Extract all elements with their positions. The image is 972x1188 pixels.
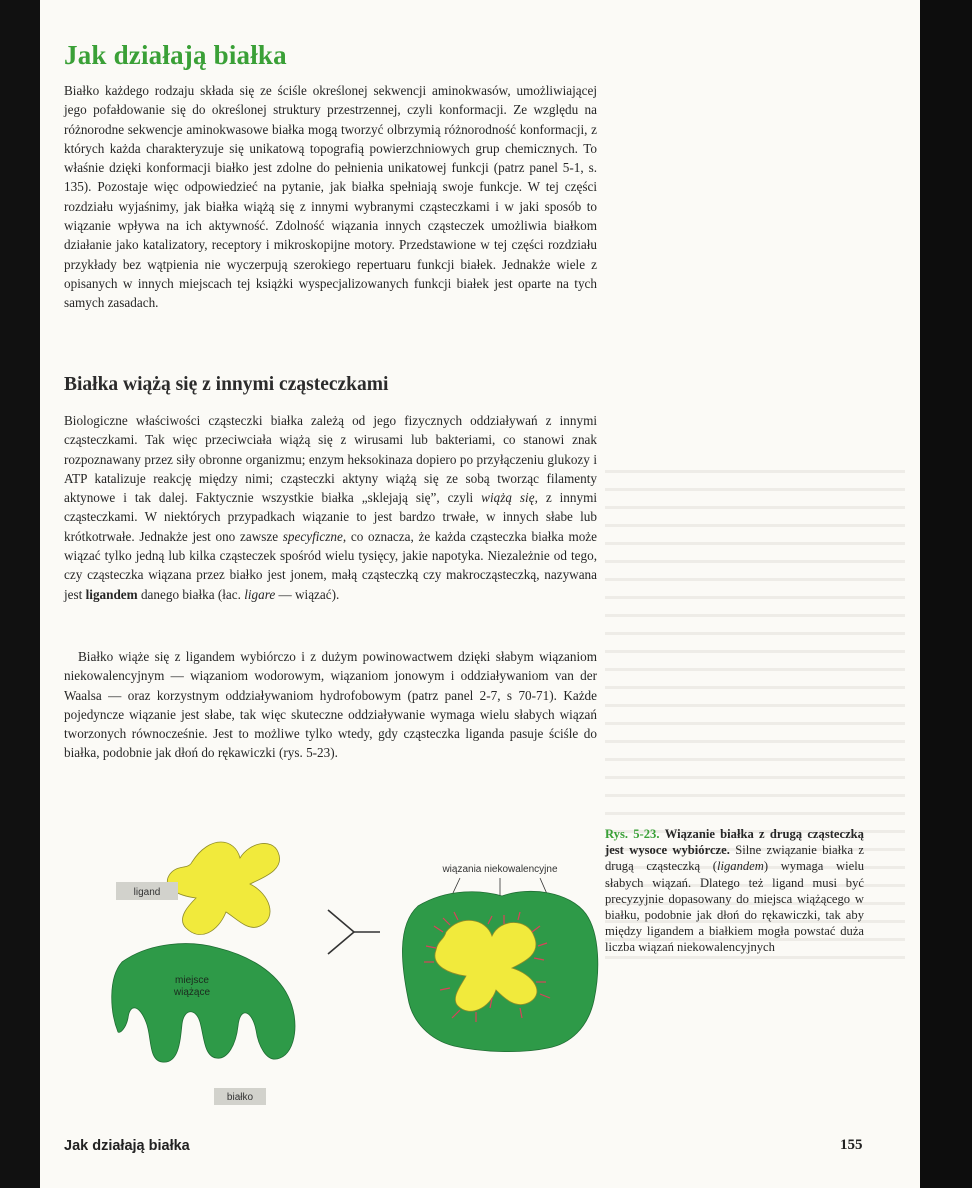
protein-shape <box>112 944 295 1063</box>
running-footer-title: Jak działają białka <box>64 1138 190 1154</box>
figure-number: Rys. 5-23. <box>605 827 660 841</box>
binding-site-label-1: miejsce <box>175 975 209 986</box>
book-page <box>40 0 920 1188</box>
term-ligand: ligandem <box>85 586 138 602</box>
body-paragraph-2: Białko wiąże się z ligandem wybiórczo i z dużym powinowactwem dzięki słabym wiązaniom niekowalencyjnym — wiązaniom wodorowym, wiązaniom jonowym i oddziaływaniom van der Waalsa — oraz korzystnym oddziaływaniom hydrofobowym (patrz panel 2-7, s 70-71). Każde pojedyncze wiązanie jest słabe, tak więc skuteczne oddziaływanie wymaga wielu słabych wiązań tworzonych równocześnie. Jest to możliwe tylko wtedy, gdy cząsteczka liganda pasuje ściśle do białka, podobnie jak dłoń do rękawiczki (rys. 5-23). <box>64 649 597 761</box>
protein-ligand-figure <box>100 822 610 1112</box>
body-paragraph-1: Biologiczne właściwości cząsteczki białka zależą od jego fizycznych oddziaływań z innymi cząsteczkami. Tak więc przeciwciała wiążą się z wirusami lub bakteriami, co stanowi znak rozpoznawany przez siły obronne organizmu; enzym heksokinaza dopiero po przyłączeniu glukozy i ATP katalizuje reakcję między nimi; cząsteczki aktyny wiążą się ze sobą tworząc filamenty aktynowe i tak dalej. Faktycznie wszystkie białka „sklejają się”, czyli wiążą się, z innymi cząsteczkami. W niektórych przypadkach wiązanie to jest bardzo trwałe, w innych słabe lub krótkotrwałe. Jednakże jest ono zawsze specyficzne, co oznacza, że każda cząsteczka białka może wiązać tylko jedną lub kilka cząsteczek spośród wielu tysięcy, jakie napotyka. Niezależnie od tego, czy cząsteczka wiązana przez białko jest jonem, małą cząsteczką czy makrocząsteczką, nazywana jest ligandem danego białka (łac. ligare — wiązać). <box>64 413 598 602</box>
scan-edge <box>920 0 972 1188</box>
page-number: 155 <box>840 1137 863 1153</box>
figure-caption: Rys. 5-23. Wiązanie białka z drugą cząsteczką jest wysoce wybiórcze. Silne związanie białka z drugą cząsteczką (ligandem) wymaga wielu słabych wiązań. Dlatego też ligand musi być precyzyjnie dopasowany do miejsca wiążącego w białku, podobnie jak dłoń do rękawiczki, tak aby między ligandem a białkiem mogła powstać duża liczba wiązań niekowalencyjnych <box>605 827 864 955</box>
protein-label: białko <box>226 1092 254 1103</box>
section-heading: Białka wiążą się z innymi cząsteczkami <box>64 374 389 395</box>
intro-paragraph: Białko każdego rodzaju składa się ze ściśle określonej sekwencji aminokwasów, umożliwiającej jego pofałdowanie się do określonej struktury przestrzennej, czyli konformacji. Ze względu na różnorodne sekwencje aminokwasowe białka mogą tworzyć olbrzymią różnorodność konformacji, z których każda charakteryzuje się unikatową topografią powierzchniowych grup chemicznych. To właśnie dzięki konformacji białko jest zdolne do pełnienia unikatowej funkcji (patrz panel 5-1, s. 135). Pozostaje więc odpowiedzieć na pytanie, jak białka spełniają swoje funkcje. W tej części rozdziału wyjaśnimy, jak białka wiążą się z innymi wybranymi cząsteczkami i w jaki sposób to wiązanie wpływa na ich aktywność. Zdolność wiązania innych cząsteczek umożliwia białkom działanie jako katalizatory, receptory i mikroskopijne motory. Przedstawione w tej części rozdziału przykłady bez wątpienia nie wyczerpują szerokiego repertuaru funkcji białek. Jednakże wiele z opisanych w innych miejscach tej książki wyspecjalizowanych funkcji białek jest oparte na tych samych zasadach. <box>64 83 597 311</box>
ligand-label: ligand <box>133 887 161 898</box>
ligand-shape <box>167 842 279 935</box>
arrow-icon <box>328 910 354 954</box>
figure-caption-title: Wiązanie białka z drugą cząsteczką jest wysoce wybiórcze. <box>605 827 864 858</box>
bonds-label: wiązania niekowalencyjne <box>442 864 558 875</box>
binding-site-label-2: wiążące <box>173 987 211 998</box>
chapter-section-title: Jak działają białka <box>64 40 287 70</box>
